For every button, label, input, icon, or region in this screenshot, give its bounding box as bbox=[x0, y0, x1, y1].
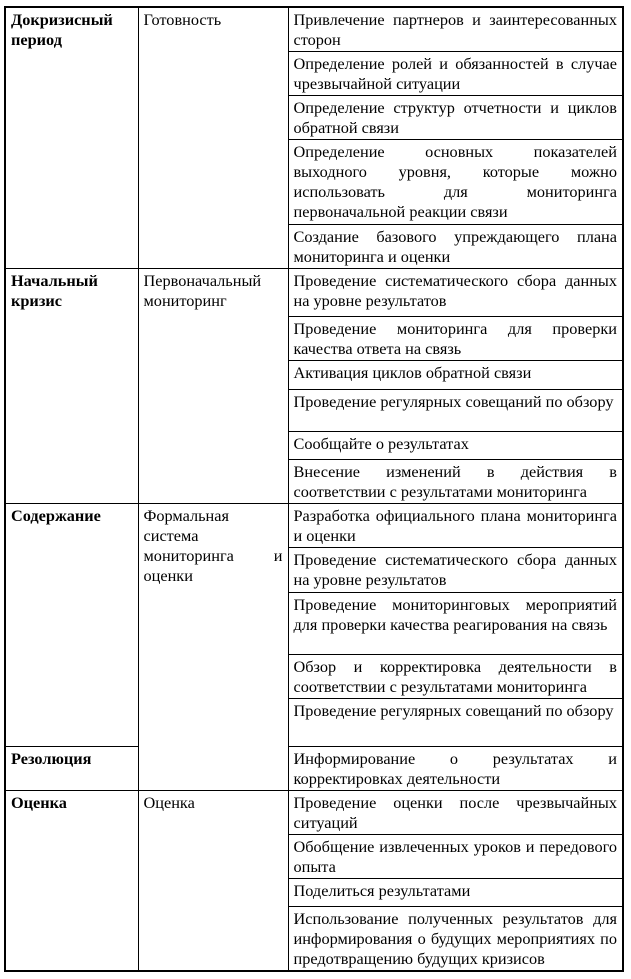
table-row bbox=[5, 791, 623, 835]
period-cell-resolution: Резолюция bbox=[5, 747, 138, 791]
phase-cell-initial-monitoring: Первоначальный мониторинг bbox=[138, 269, 288, 504]
activity-cell: Проведение мониторинговых мероприятий для проверки качества реагирования на связь bbox=[288, 593, 623, 655]
activity-cell: Определение структур отчетности и циклов обратной связи bbox=[288, 96, 623, 140]
crisis-monitoring-table bbox=[4, 6, 624, 972]
table-row bbox=[5, 269, 623, 317]
activity-cell: Внесение изменений в действия в соответствии с результатами мониторинга bbox=[288, 460, 623, 504]
phase-cell-readiness: Готовность bbox=[138, 7, 288, 269]
activity-cell: Обобщение извлеченных уроков и передового опыта bbox=[288, 835, 623, 879]
phase-cell-formal-me-system: Формальная система мониторинга и оценки bbox=[138, 504, 288, 791]
activity-cell: Проведение регулярных совещаний по обзору bbox=[288, 699, 623, 747]
table-row bbox=[5, 504, 623, 548]
activity-cell: Информирование о результатах и корректировках деятельности bbox=[288, 747, 623, 791]
activity-cell: Обзор и корректировка деятельности в соответствии с результатами мониторинга bbox=[288, 655, 623, 699]
activity-cell: Привлечение партнеров и заинтересованных сторон bbox=[288, 7, 623, 52]
table-row bbox=[5, 7, 623, 52]
activity-cell: Проведение мониторинга для проверки качества ответа на связь bbox=[288, 317, 623, 361]
activity-cell: Поделиться результатами bbox=[288, 879, 623, 907]
table-row bbox=[5, 747, 623, 791]
period-cell-evaluation: Оценка bbox=[5, 791, 138, 972]
period-cell-initial-crisis: Начальный кризис bbox=[5, 269, 138, 504]
period-cell-precrisis: Докризисный период bbox=[5, 7, 138, 269]
activity-cell: Проведение регулярных совещаний по обзору bbox=[288, 390, 623, 432]
period-cell-containment: Содержание bbox=[5, 504, 138, 747]
activity-cell: Определение ролей и обязанностей в случае чрезвычайной ситуации bbox=[288, 52, 623, 96]
activity-cell: Разработка официального плана мониторинга и оценки bbox=[288, 504, 623, 548]
activity-cell: Проведение оценки после чрезвычайных ситуаций bbox=[288, 791, 623, 835]
activity-cell: Проведение систематического сбора данных на уровне результатов bbox=[288, 548, 623, 593]
activity-cell: Активация циклов обратной связи bbox=[288, 361, 623, 390]
phase-cell-evaluation: Оценка bbox=[138, 791, 288, 972]
activity-cell: Использование полученных результатов для информирования о будущих мероприятиях по предотвращению будущих кризисов bbox=[288, 907, 623, 972]
activity-cell: Проведение систематического сбора данных на уровне результатов bbox=[288, 269, 623, 317]
activity-cell: Определение основных показателей выходного уровня, которые можно использовать для мониторинга первоначальной реакции связи bbox=[288, 140, 623, 225]
activity-cell: Сообщайте о результатах bbox=[288, 432, 623, 460]
activity-cell: Создание базового упреждающего плана мониторинга и оценки bbox=[288, 225, 623, 269]
